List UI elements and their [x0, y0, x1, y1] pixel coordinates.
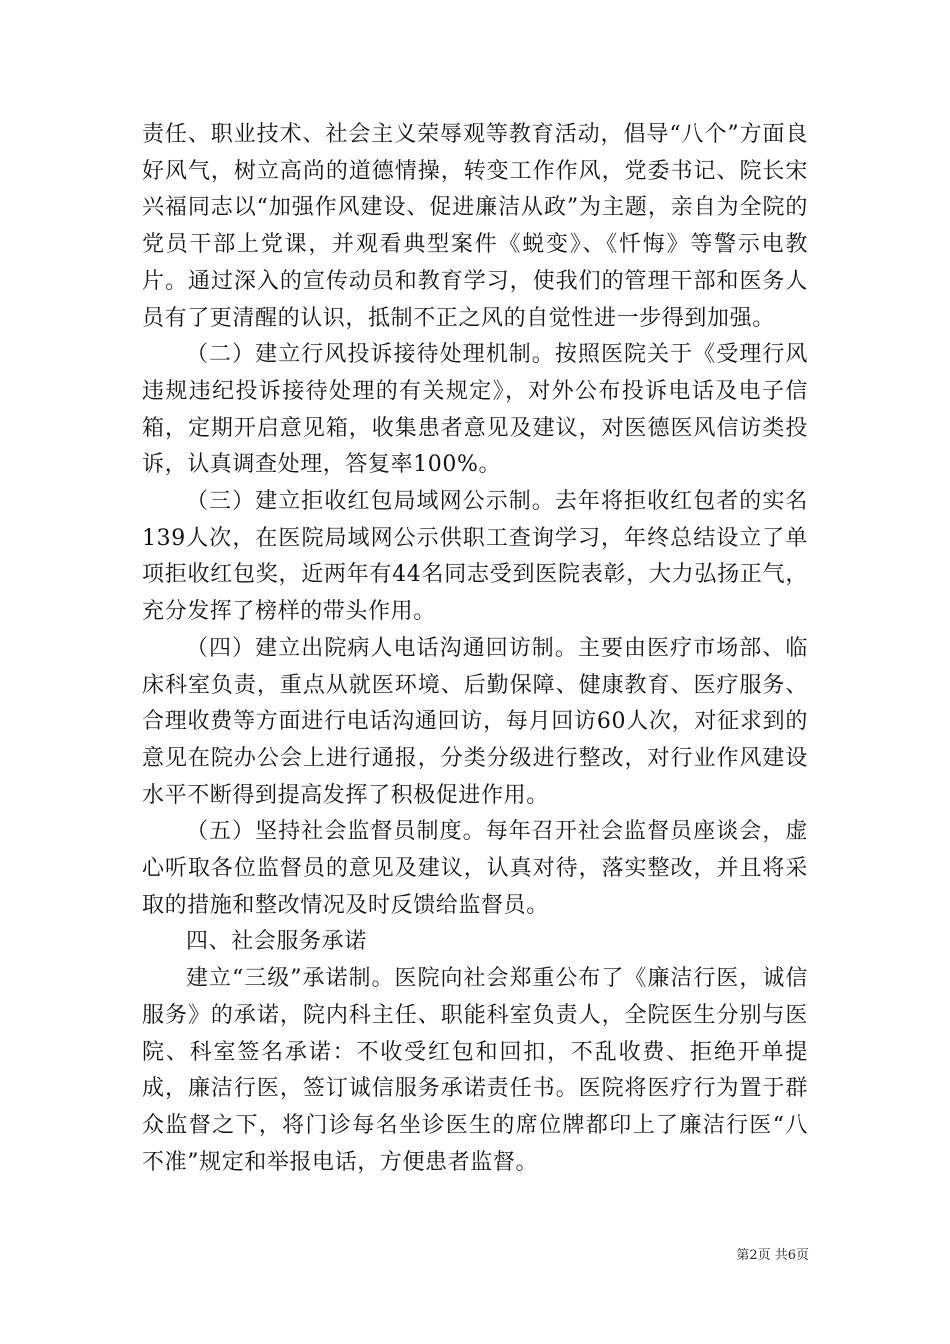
paragraph-patient-callback: （四）建立出院病人电话沟通回访制。主要由医疗市场部、临床科室负责，重点从就医环境、后勤保障、健康教育、医疗服务、合理收费等方面进行电话沟通回访，每月回访60人次，对征求到的意见在院办公会上进行通报，分类分级进行整改，对行业作风建设水平不断得到提高发挥了积极促进作用。: [142, 635, 808, 808]
paragraph-continuation: 责任、职业技术、社会主义荣辱观等教育活动，倡导“八个”方面良好风气，树立高尚的道德情操，转变工作作风，党委书记、院长宋兴福同志以“加强作风建设、促进廉洁从政”为主题，亲自为全院的党员干部上党课，并观看典型案件《蜕变》、《忏悔》等警示电教片。通过深入的宣传动员和教育学习，使我们的管理干部和医务人员有了更清醒的认识，抵制不正之风的自觉性进一步得到加强。: [142, 122, 808, 331]
paragraph-social-supervisors: （五）坚持社会监督员制度。每年召开社会监督员座谈会，虚心听取各位监督员的意见及建议，认真对待，落实整改，并且将采取的措施和整改情况及时反馈给监督员。: [142, 819, 808, 918]
paragraph-complaint-handling: （二）建立行风投诉接待处理机制。按照医院关于《受理行风违规违纪投诉接待处理的有关规定》，对外公布投诉电话及电子信箱，定期开启意见箱，收集患者意见及建议，对医德医风信访类投诉，认真调查处理，答复率100%。: [142, 342, 808, 478]
page-number: 第2页 共6页: [736, 1248, 809, 1263]
document-body: [142, 117, 808, 1181]
paragraph-red-envelope-disclosure: （三）建立拒收红包局域网公示制。去年将拒收红包者的实名139人次，在医院局域网公示供职工查询学习，年终总结设立了单项拒收红包奖，近两年有44名同志受到医院表彰，大力弘扬正气，充分发挥了榜样的带头作用。: [142, 489, 808, 625]
paragraph-three-level-commitment: 建立“三级”承诺制。医院向社会郑重公布了《廉洁行医，诚信服务》的承诺，院内科主任、职能科室负责人，全院医生分别与医院、科室签名承诺：不收受红包和回扣，不乱收费、拒绝开单提成，廉洁行医，签订诚信服务承诺责任书。医院将医疗行为置于群众监督之下，将门诊每名坐诊医生的席位牌都印上了廉洁行医“八不准”规定和举报电话，方便患者监督。: [142, 966, 808, 1175]
section-heading-service-commitment: 四、社会服务承诺: [186, 929, 367, 955]
